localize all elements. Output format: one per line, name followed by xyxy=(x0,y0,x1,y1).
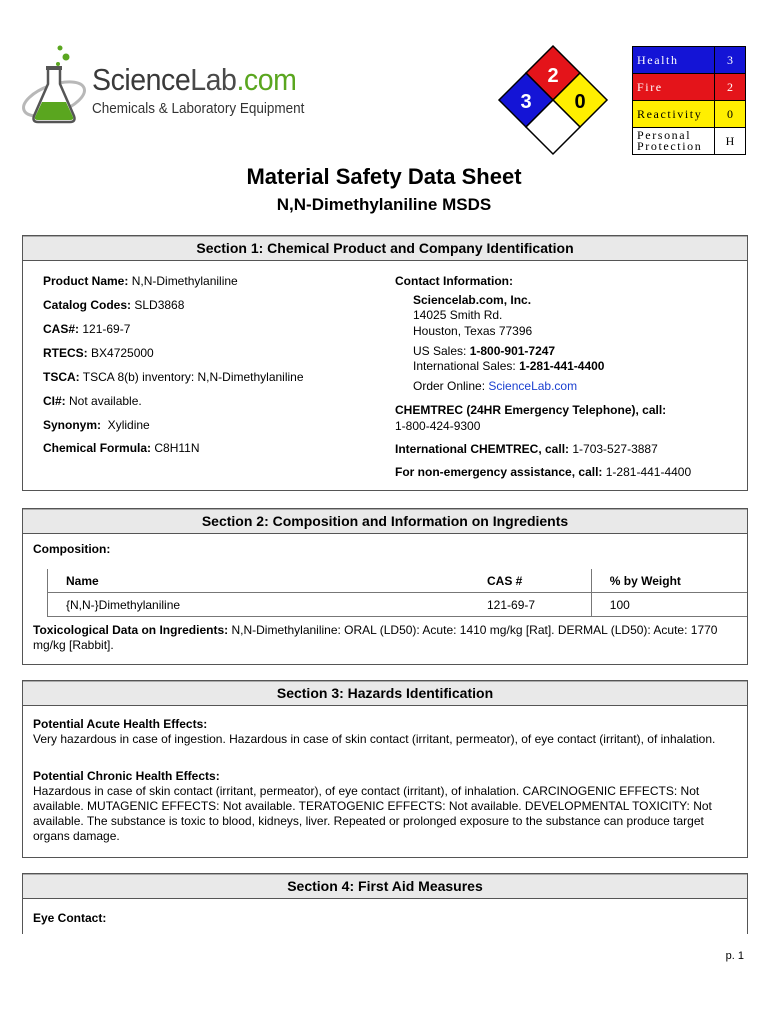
chemtrec-label: CHEMTREC (24HR Emergency Telephone), call: xyxy=(395,403,667,417)
composition-table xyxy=(47,569,747,617)
international-sales: International Sales: 1-281-441-4400 xyxy=(413,359,605,373)
hmis-health-row xyxy=(633,47,746,74)
hmis-protection-value: H xyxy=(715,128,746,155)
acute-health-effects-text: Very hazardous in case of ingestion. Hazardous in case of skin contact (irritant, permeator), of eye contact (irritant), of inhalation. xyxy=(33,732,716,746)
hmis-protection-row xyxy=(633,128,746,155)
nfpa-health-value: 3 xyxy=(520,91,532,113)
composition-label: Composition: xyxy=(33,542,111,556)
chronic-health-effects-label: Potential Chronic Health Effects: xyxy=(33,769,220,783)
address-line-2: Houston, Texas 77396 xyxy=(413,324,533,338)
intl-chemtrec: International CHEMTREC, call: 1-703-527-3887 xyxy=(395,442,658,456)
section-3 xyxy=(22,680,748,858)
nfpa-diamond xyxy=(497,44,609,156)
ingredient-weight: 100 xyxy=(591,593,747,617)
hmis-reactivity-row xyxy=(633,101,746,128)
company-name: Sciencelab.com, Inc. xyxy=(413,293,532,307)
order-online: Order Online: ScienceLab.com xyxy=(413,379,578,393)
section-2 xyxy=(22,508,748,665)
product-name-field: Product Name: N,N-Dimethylaniline xyxy=(43,274,238,288)
document-subtitle: N,N-Dimethylaniline MSDS xyxy=(276,195,492,214)
toxicological-data: Toxicological Data on Ingredients: N,N-Dimethylaniline: ORAL (LD50): Acute: 1410 mg/kg [Rat]. DERMAL (LD50): Acute: 1770 mg/kg [Rabbit]. xyxy=(33,623,718,652)
contact-info-label: Contact Information: xyxy=(395,274,513,288)
eye-contact-label: Eye Contact: xyxy=(33,911,107,925)
non-emergency-assistance: For non-emergency assistance, call: 1-281-441-4400 xyxy=(395,465,692,479)
page-number: p. 1 xyxy=(725,950,744,962)
order-online-link[interactable]: ScienceLab.com xyxy=(488,379,578,393)
chemical-formula-field: Chemical Formula: C8H11N xyxy=(43,441,200,455)
hmis-fire-row xyxy=(633,74,746,101)
hmis-reactivity-label: Reactivity xyxy=(633,101,715,128)
col-name-header: Name xyxy=(48,569,470,593)
section-2-header: Section 2: Composition and Information on Ingredients xyxy=(23,509,747,534)
acute-health-effects-label: Potential Acute Health Effects: xyxy=(33,717,208,731)
chemtrec-phone: 1-800-424-9300 xyxy=(395,419,481,433)
section-3-header: Section 3: Hazards Identification xyxy=(23,681,747,706)
hmis-health-value: 3 xyxy=(715,47,746,74)
ingredient-name: {N,N-}Dimethylaniline xyxy=(48,593,470,617)
composition-header-row xyxy=(48,569,748,593)
rtecs-field: RTECS: BX4725000 xyxy=(43,346,154,360)
brand-name: ScienceLab.com xyxy=(92,62,297,97)
hmis-reactivity-value: 0 xyxy=(715,101,746,128)
nfpa-fire-value: 2 xyxy=(547,65,559,87)
document-title: Material Safety Data Sheet xyxy=(246,164,522,189)
sciencelab-logo xyxy=(20,44,320,130)
us-sales: US Sales: 1-800-901-7247 xyxy=(413,344,556,358)
section-1-header: Section 1: Chemical Product and Company Identification xyxy=(23,236,747,261)
hmis-fire-value: 2 xyxy=(715,74,746,101)
hmis-protection-label: Personal Protection xyxy=(633,128,715,155)
hmis-label xyxy=(632,46,746,155)
chronic-health-effects-text: Hazardous in case of skin contact (irritant, permeator), of eye contact (irritant), of inhalation. CARCINOGENIC EFFECTS: Not available. MUTAGENIC EFFECTS: Not available. TERATOGENIC EFFECTS: Not available. DEVELOPMENTAL TOXICITY: Not available. The substance is toxic to blood, kidneys, liver. Repeated or prolonged exposure to the substance can produce target organs damage. xyxy=(33,784,712,843)
table-row xyxy=(48,593,748,617)
synonym-field: Synonym: Xylidine xyxy=(43,418,150,432)
col-cas-header: CAS # xyxy=(469,569,591,593)
section-4 xyxy=(22,873,748,934)
nfpa-reactivity-value: 0 xyxy=(574,91,586,113)
cas-field: CAS#: 121-69-7 xyxy=(43,322,131,336)
catalog-codes-field: Catalog Codes: SLD3868 xyxy=(43,298,185,312)
ci-field: CI#: Not available. xyxy=(43,394,142,408)
ingredient-cas: 121-69-7 xyxy=(469,593,591,617)
hmis-health-label: Health xyxy=(633,47,715,74)
section-4-header: Section 4: First Aid Measures xyxy=(23,874,747,899)
flask-icon xyxy=(20,44,90,130)
col-weight-header: % by Weight xyxy=(591,569,747,593)
address-line-1: 14025 Smith Rd. xyxy=(413,308,503,322)
section-1 xyxy=(22,235,748,491)
tsca-field: TSCA: TSCA 8(b) inventory: N,N-Dimethylaniline xyxy=(43,370,304,384)
hmis-fire-label: Fire xyxy=(633,74,715,101)
brand-tagline: Chemicals & Laboratory Equipment xyxy=(92,100,305,117)
